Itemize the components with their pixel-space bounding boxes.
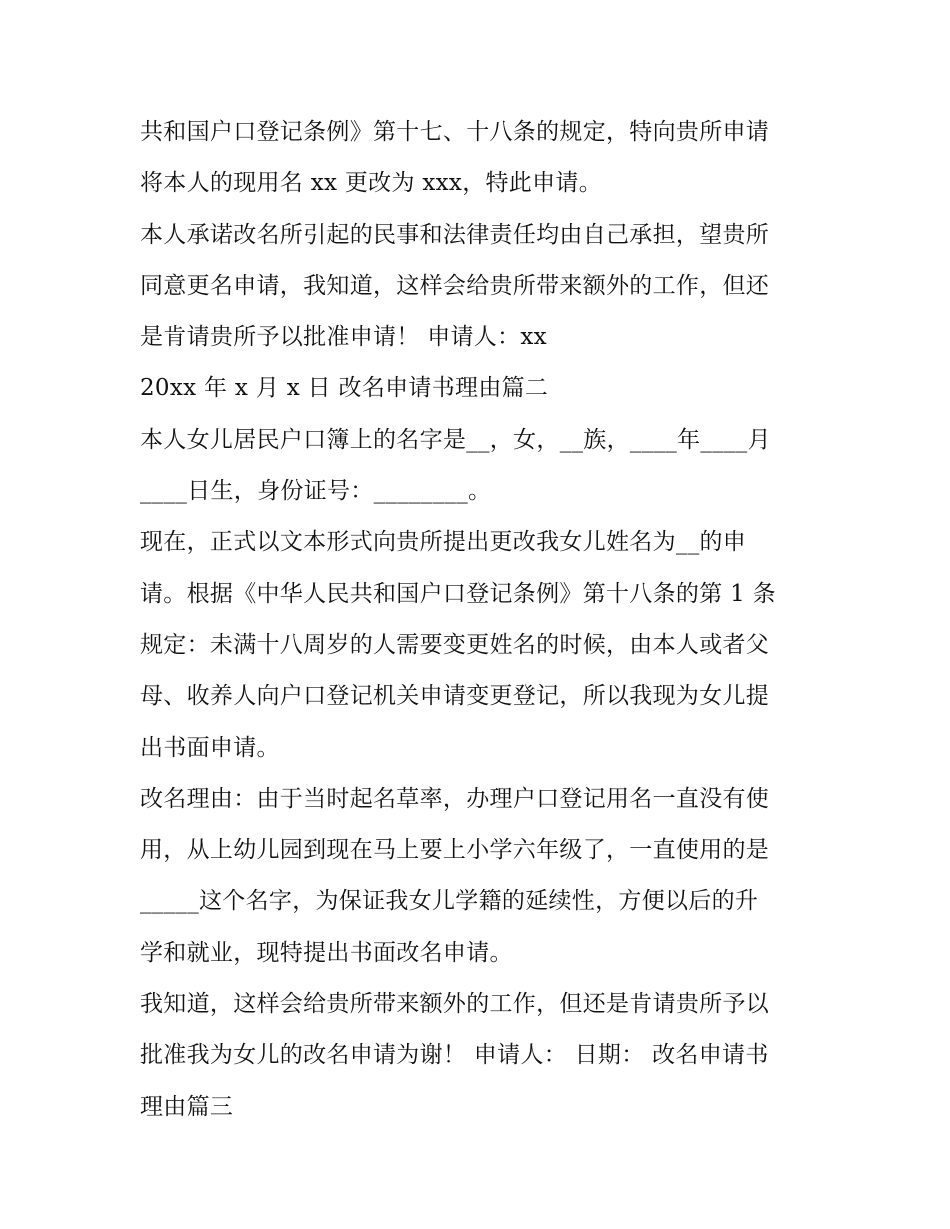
text-line: 理由篇三	[140, 1093, 234, 1120]
text-line: 改名理由：由于当时起名草率，办理户口登记用名一直没有使	[140, 785, 770, 812]
text-line: 将本人的现用名 xx 更改为 xxx，特此申请。	[140, 170, 602, 197]
text-line: 母、收养人向户口登记机关申请变更登记，所以我现为女儿提	[140, 683, 770, 710]
text-line: 请。根据《中华人民共和国户口登记条例》第十八条的第 1 条	[140, 580, 776, 607]
text-line: 同意更名申请，我知道，这样会给贵所带来额外的工作，但还	[140, 272, 770, 299]
document-body	[140, 107, 820, 1133]
text-line: 规定：未满十八周岁的人需要变更姓名的时候，由本人或者父	[140, 631, 770, 658]
text-line: ____日生，身份证号：________。	[140, 478, 492, 505]
text-line: _____这个名字，为保证我女儿学籍的延续性，方便以后的升	[140, 888, 759, 915]
text-line: 本人女儿居民户口簿上的名字是__，女，__族，____年____月	[140, 426, 771, 453]
text-line: 共和国户口登记条例》第十七、十八条的规定，特向贵所申请	[140, 119, 770, 145]
text-line: 学和就业，现特提出书面改名申请。	[140, 939, 513, 966]
text-line: 出书面申请。	[140, 734, 280, 761]
section-heading: 20xx 年 x 月 x 日 改名申请书理由篇二	[140, 375, 549, 402]
text-line: 是肯请贵所予以批准申请！ 申请人：xx	[140, 324, 547, 351]
text-line: 现在，正式以文本形式向贵所提出更改我女儿姓名为__的申	[140, 529, 747, 556]
text-line: 批准我为女儿的改名申请为谢！ 申请人： 日期： 改名申请书	[140, 1042, 769, 1069]
text-line: 本人承诺改名所引起的民事和法律责任均由自己承担，望贵所	[140, 221, 770, 248]
text-line: 我知道，这样会给贵所带来额外的工作，但还是肯请贵所予以	[140, 991, 770, 1018]
text-line: 用，从上幼儿园到现在马上要上小学六年级了，一直使用的是	[140, 837, 770, 864]
